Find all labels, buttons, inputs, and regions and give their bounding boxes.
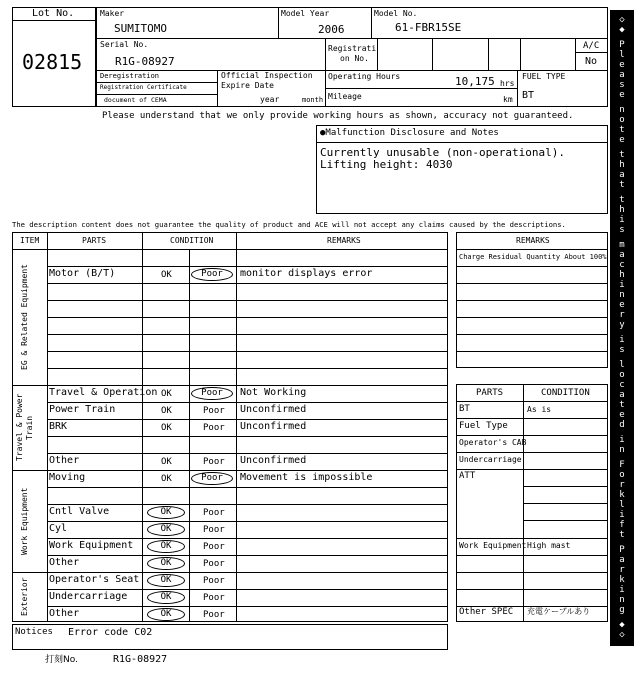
section-eg: EG & Related Equipment — [20, 264, 29, 370]
row-part-power-train: Power Train — [49, 404, 116, 415]
ok-selected-cntl-valve[interactable]: OK — [147, 506, 185, 519]
rp-att-part: ATT — [459, 471, 476, 481]
parts-header: PARTS — [82, 236, 107, 245]
location-notice-banner: ◇ ◆ P l e a s e n o t e t h a t t h i s m a c h i n e r y i s l o c a t e d i n F o r k l i f t P a r k i n g ◆ ◇ — [610, 10, 634, 646]
rp-undercarriage-part: Undercarriage — [459, 455, 522, 464]
poor-selected-travel-op[interactable]: Poor — [191, 387, 233, 400]
ok-option-travel-other[interactable]: OK — [161, 457, 172, 467]
ok-selected-work-equipment[interactable]: OK — [147, 540, 185, 553]
row-part-cyl: Cyl — [49, 523, 68, 534]
row-remark-travel-op: Not Working — [240, 387, 307, 398]
maker-label: Maker — [100, 9, 125, 18]
ok-option-motor[interactable]: OK — [161, 270, 172, 280]
ok-option-moving[interactable]: OK — [161, 474, 172, 484]
row-part-travel-op: Travel & Operation — [49, 387, 158, 398]
ok-selected-ext-other[interactable]: OK — [147, 608, 185, 621]
ac-label: A/C — [583, 41, 600, 51]
ok-option-power-train[interactable]: OK — [161, 406, 172, 416]
malfunction-title: ●Malfunction Disclosure and Notes — [320, 128, 499, 138]
registration-label: Registrati — [328, 44, 377, 53]
notices-value: Error code C02 — [68, 627, 153, 638]
row-part-moving: Moving — [49, 472, 86, 483]
km-unit: km — [503, 95, 513, 104]
poor-option-power-train[interactable]: Poor — [203, 406, 225, 416]
rp-bt-part: BT — [459, 404, 470, 414]
row-remark-brk: Unconfirmed — [240, 421, 307, 432]
cema-label: document of CEMA — [104, 96, 167, 104]
lot-number: 02815 — [22, 50, 83, 74]
poor-option-work-other[interactable]: Poor — [203, 559, 225, 569]
rp-operator-cab-part: Operator's CAB — [459, 438, 527, 447]
rp-other-spec-condition: 充電ケーブルあり — [527, 607, 591, 616]
stamp-value: R1G-08927 — [113, 654, 168, 665]
poor-selected-motor[interactable]: Poor — [191, 268, 233, 281]
model-no-value: 61-FBR15SE — [395, 21, 462, 34]
ok-selected-cyl[interactable]: OK — [147, 523, 185, 536]
disclaimer: The description content does not guarantee the quality of product and ACE will not accept any claims caused by the descriptions. — [12, 220, 566, 229]
section-work: Work Equipment — [20, 487, 29, 555]
row-part-motor: Motor (B/T) — [49, 268, 116, 279]
ok-selected-undercarriage[interactable]: OK — [147, 591, 185, 604]
row-part-ext-other: Other — [49, 608, 80, 619]
inspection-label: Official Inspection — [221, 71, 313, 80]
poor-option-undercarriage[interactable]: Poor — [203, 593, 225, 603]
serial-value: R1G-08927 — [115, 55, 175, 68]
working-hours-note: Please understand that we only provide working hours as shown, accuracy not guaranteed. — [102, 111, 574, 121]
right-remarks-header: REMARKS — [516, 236, 550, 245]
section-travel: Travel & Power Train — [15, 393, 34, 462]
row-remark-travel-other: Unconfirmed — [240, 455, 307, 466]
rp-fuel-type-part: Fuel Type — [459, 421, 508, 431]
right-parts-header: PARTS — [476, 388, 504, 398]
right-condition-header: CONDITION — [541, 388, 590, 398]
charge-note: Charge Residual Quantity About 100% — [459, 253, 607, 261]
model-no-label: Model No. — [374, 9, 418, 18]
poor-option-cntl-valve[interactable]: Poor — [203, 508, 225, 518]
ok-option-brk[interactable]: OK — [161, 423, 172, 433]
row-part-operator-seat: Operator's Seat — [49, 574, 140, 585]
lot-label: Lot No. — [32, 8, 75, 19]
mileage-label: Mileage — [328, 92, 362, 101]
poor-option-brk[interactable]: Poor — [203, 423, 225, 433]
fuel-type-value: BT — [522, 90, 535, 101]
row-part-cntl-valve: Cntl Valve — [49, 506, 110, 517]
stamp-label: 打刻No. — [45, 655, 78, 665]
notices-label: Notices — [15, 627, 53, 637]
row-remark-power-train: Unconfirmed — [240, 404, 307, 415]
registration-label-2: on No. — [340, 54, 369, 63]
rp-bt-condition: As is — [527, 405, 552, 414]
year-label: year — [260, 95, 280, 104]
inspection-label-2: Expire Date — [221, 81, 274, 90]
deregistration-label: Deregistration — [100, 72, 160, 80]
malfunction-line-1: Currently unusable (non-operational). — [320, 146, 566, 159]
row-part-travel-other: Other — [49, 455, 80, 466]
section-exterior: Exterior — [20, 577, 29, 617]
ok-option-travel-op[interactable]: OK — [161, 389, 172, 399]
row-part-brk: BRK — [49, 421, 68, 432]
rp-other-spec-part: Other SPEC — [459, 607, 514, 617]
fuel-type-label: FUEL TYPE — [522, 72, 566, 81]
poor-option-work-equipment[interactable]: Poor — [203, 542, 225, 552]
condition-header: CONDITION — [170, 236, 214, 245]
remarks-header: REMARKS — [327, 236, 361, 245]
serial-label: Serial No. — [100, 40, 149, 49]
row-part-undercarriage: Undercarriage — [49, 591, 128, 602]
operating-hours-value: 10,175 — [455, 75, 495, 88]
row-part-work-other: Other — [49, 557, 80, 568]
rp-work-equipment-part: Work Equipment — [459, 541, 527, 550]
poor-option-operator-seat[interactable]: Poor — [203, 576, 225, 586]
poor-option-cyl[interactable]: Poor — [203, 525, 225, 535]
row-part-work-equipment: Work Equipment — [49, 540, 134, 551]
row-remark-motor: monitor displays error — [240, 268, 373, 279]
rp-work-equipment-condition: High mast — [527, 541, 571, 550]
item-header: ITEM — [20, 236, 40, 245]
ok-selected-operator-seat[interactable]: OK — [147, 574, 185, 587]
model-year-value: 2006 — [318, 23, 345, 36]
ok-selected-work-other[interactable]: OK — [147, 557, 185, 570]
row-remark-moving: Movement is impossible — [240, 472, 373, 483]
malfunction-line-2: Lifting height: 4030 — [320, 158, 453, 171]
poor-option-ext-other[interactable]: Poor — [203, 610, 225, 620]
model-year-label: Model Year — [281, 9, 330, 18]
ac-value: No — [585, 56, 598, 67]
poor-selected-moving[interactable]: Poor — [191, 472, 233, 485]
poor-option-travel-other[interactable]: Poor — [203, 457, 225, 467]
hrs-unit: hrs — [500, 79, 515, 88]
month-label: month — [302, 96, 324, 104]
maker-value: SUMITOMO — [114, 22, 167, 35]
operating-hours-label: Operating Hours — [328, 72, 401, 81]
registration-cert-label: Registration Certificate — [100, 84, 187, 91]
